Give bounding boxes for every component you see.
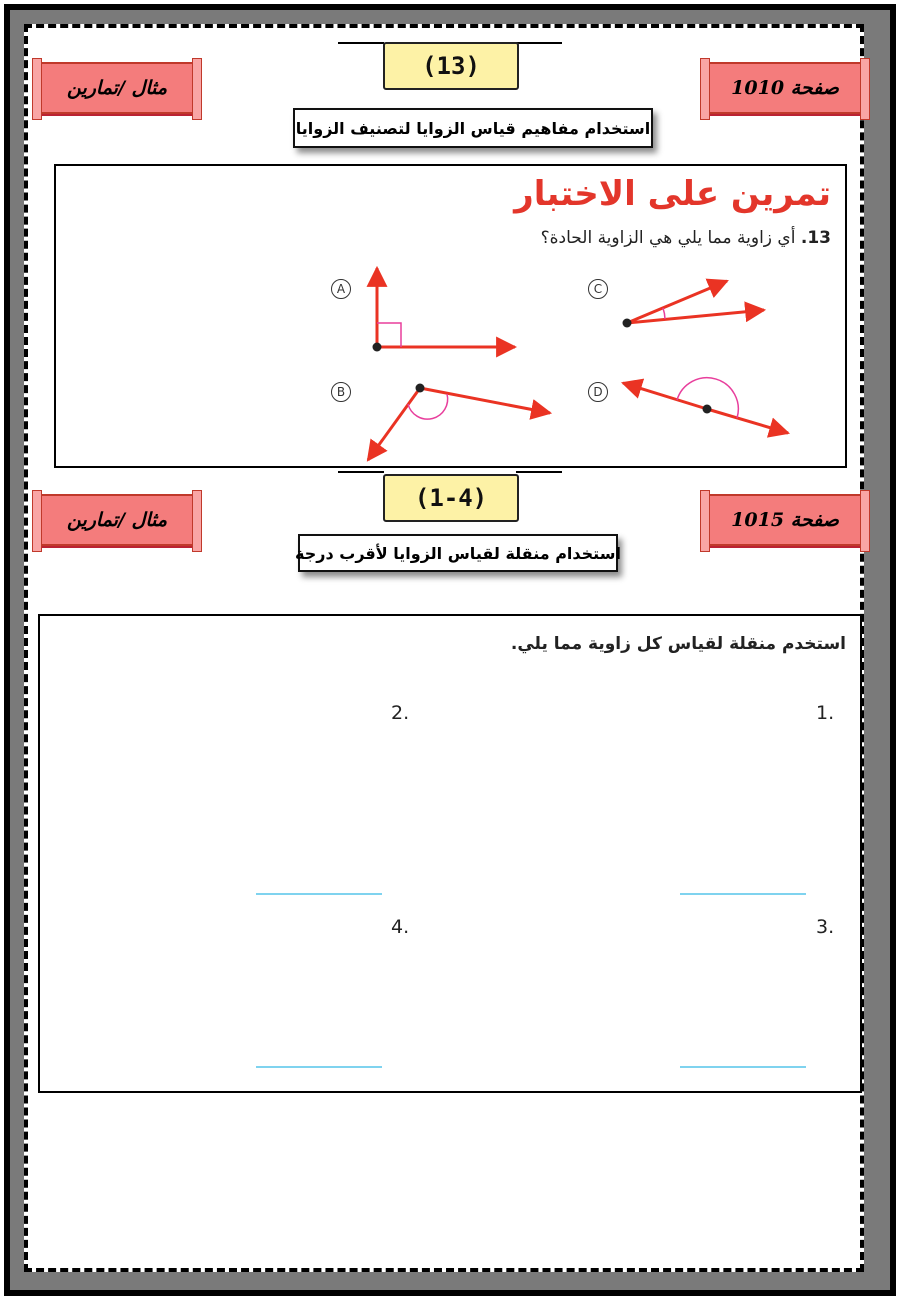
angle-b-figure [368, 384, 550, 461]
angle-c-figure [623, 281, 765, 328]
lesson-title: استخدام مفاهيم قياس الزوايا لتصنيف الزوايا [293, 108, 653, 148]
example-exercises-ribbon-2: مثال /تمارين [40, 494, 194, 546]
section-number-tag-2: (1-4) [383, 474, 519, 522]
example-exercises-ribbon: مثال /تمارين [40, 62, 194, 114]
choice-a[interactable]: A [331, 279, 351, 299]
question-number: 13. [800, 228, 831, 248]
problem-4-number: 4. [391, 916, 410, 938]
answer-line-2[interactable] [256, 893, 382, 895]
problem-3-number: 3. [816, 916, 835, 938]
answer-line-3[interactable] [680, 1066, 806, 1068]
choice-c[interactable]: C [588, 279, 608, 299]
answer-line-1[interactable] [680, 893, 806, 895]
tag-rule-right-2 [516, 471, 562, 473]
problem-2-number: 2. [391, 702, 410, 724]
practice-heading: تمرين على الاختبار [514, 174, 831, 214]
instruction-text: استخدم منقلة لقياس كل زاوية مما يلي. [510, 634, 846, 654]
tag-rule-left-2 [338, 471, 384, 473]
protractor-panel [38, 614, 862, 1093]
problem-1-number: 1. [816, 702, 835, 724]
lesson-title-2: استخدام منقلة لقياس الزوايا لأقرب درجة [298, 534, 618, 572]
question-text: أي زاوية مما يلي هي الزاوية الحادة؟ [540, 228, 796, 248]
angle-d-figure [623, 378, 788, 433]
section-number-tag: (13) [383, 42, 519, 90]
page-ribbon-2: صفحة 1015 [708, 494, 862, 546]
angle-a-figure [373, 268, 516, 352]
page-ribbon: صفحة 1010 [708, 62, 862, 114]
choice-d[interactable]: D [588, 382, 608, 402]
choice-b[interactable]: B [331, 382, 351, 402]
answer-line-4[interactable] [256, 1066, 382, 1068]
